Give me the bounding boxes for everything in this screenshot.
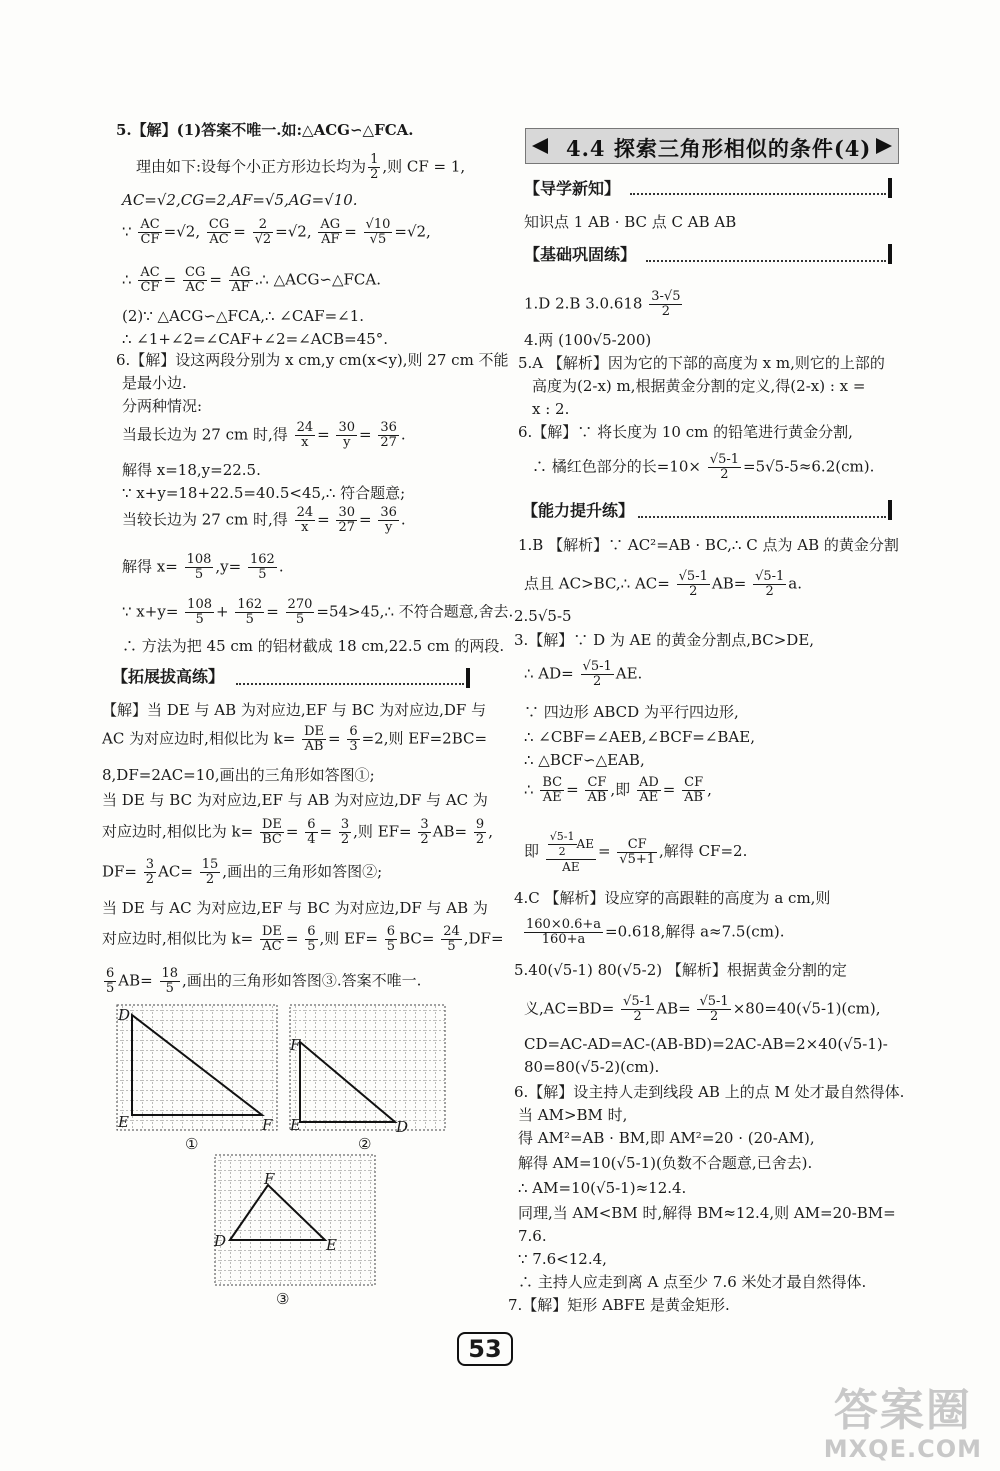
q6-heading: 6.【解】设这两段分别为 x cm,y cm(x<y),则 27 cm 不能 xyxy=(116,351,509,369)
q6-case1: 当最长边为 27 cm 时,得 $\frac{24}{x}$ = $\frac{30}{y}$ = $\frac{36}{27}$ . xyxy=(122,420,406,450)
q5-part2: (2)∵ △ACG∽△FCA,∴ ∠CAF=∠1. xyxy=(122,307,365,325)
ability-6-answer: ∴ 主持人应走到离 A 点至少 7.6 米处才最自然得体. xyxy=(518,1273,867,1291)
ext-line2: AC 为对应边时,相似比为 k= $\frac{DE}{AB}$ = $\frac{6}{3}$ =2,则 EF=2BC= xyxy=(102,724,488,754)
ability-3-similar: ∴ △BCF∽△EAB, xyxy=(524,751,645,769)
fig1-label-e: E xyxy=(118,1113,129,1131)
banner-left-arrow-icon xyxy=(532,138,548,154)
section-extend: 【拓展拔高练】 xyxy=(112,667,225,686)
ability-5: 5.40(√5-1) 80(√5-2) 【解析】根据黄金分割的定 xyxy=(514,961,847,979)
q6-line2: 是最小边. xyxy=(122,374,187,392)
fig3-label-e: E xyxy=(326,1236,337,1254)
guide-knowledge-1: 知识点 1 AB · BC 点 C AB AB xyxy=(524,213,737,231)
q6-cases: 分两种情况: xyxy=(122,397,203,415)
basic-answer-6-line2: ∴ 橘红色部分的长=10× $\frac{√5-1}{2}$ =5√5-5≈6.2(cm). xyxy=(532,452,875,482)
watermark xyxy=(824,1387,982,1463)
ability-6-result1: ∴ AM=10(√5-1)≈12.4. xyxy=(518,1179,687,1197)
answer-figure-1 xyxy=(112,1000,282,1140)
section-guide-rule xyxy=(630,193,886,195)
ext-line8: 对应边时,相似比为 k= $\frac{DE}{AC}$ = $\frac{6}{5}$ ,则 EF= $\frac{6}{5}$ BC= $\frac{24}{5}$ ,DF= xyxy=(102,924,504,954)
section-guide-bar xyxy=(888,178,892,198)
ability-5-line2: 义,AC=BD= $\frac{√5-1}{2}$ AB= $\frac{√5-1}{2}$ ×80=40(√5-1)(cm), xyxy=(524,994,881,1024)
ability-4-solve: $\frac{160\times 0.6+a}{160+a}$ =0.618,解得 a≈7.5(cm). xyxy=(526,917,785,947)
banner-right-arrow-icon xyxy=(876,138,892,154)
section-extend-rule xyxy=(236,683,464,685)
q5-ratios: ∵ $\frac{AC}{CF}$ =√2, $\frac{CG}{AC}$ = $\frac{2}{√2}$ =√2, $\frac{AG}{AF}$ = $\frac{√10}{√5}$ =√2, xyxy=(122,217,431,247)
ext-line4: 当 DE 与 BC 为对应边,EF 与 AB 为对应边,DF 与 AC 为 xyxy=(102,791,488,809)
ability-2: 2.5√5-5 xyxy=(514,607,572,625)
ability-7: 7.【解】矩形 ABFE 是黄金矩形. xyxy=(508,1296,730,1314)
section-ability: 【能力提升练】 xyxy=(522,501,635,520)
ability-3-solve: 即 $\frac{√5-1}{2}$ AE AE = $\frac{CF}{√5+1}$ ,解得 CF=2. xyxy=(524,830,748,874)
ability-5-line4: 80=80(√5-2)(cm). xyxy=(524,1058,660,1076)
fig3-caption: ③ xyxy=(276,1290,290,1308)
ability-6-eq: 得 AM²=AB · BM,即 AM²=20 · (20-AM), xyxy=(518,1129,815,1147)
fig2-caption: ② xyxy=(358,1135,372,1153)
ability-1: 1.B 【解析】∵ AC²=AB · BC,∴ C 点为 AB 的黄金分割 xyxy=(518,536,899,554)
answer-figure-2 xyxy=(285,1000,450,1140)
section-title: 4.4 探索三角形相似的条件(4) xyxy=(566,136,872,161)
ext-line9: $\frac{6}{5}$ AB= $\frac{18}{5}$ ,画出的三角形如答图③.答案不唯一. xyxy=(106,966,422,996)
fig2-label-f: F xyxy=(290,1036,301,1054)
ext-line1: 【解】当 DE 与 AB 为对应边,EF 与 BC 为对应边,DF 与 xyxy=(102,701,487,719)
basic-answer-5-line2: 高度为(2-x) m,根据黄金分割的定义,得(2-x) : x = xyxy=(532,377,866,395)
section-basic-bar xyxy=(888,244,892,264)
ability-3-ad: ∴ AD= $\frac{√5-1}{2}$ AE. xyxy=(524,659,643,689)
fig1-caption: ① xyxy=(185,1135,199,1153)
q6-solve2: 解得 x= $\frac{108}{5}$ ,y= $\frac{162}{5}$ . xyxy=(122,552,284,582)
q5-lengths: AC=√2,CG=2,AF=√5,AG=√10. xyxy=(122,191,358,209)
page-number: 53 xyxy=(457,1332,513,1366)
section-basic-rule xyxy=(646,260,886,262)
basic-answer-5: 5.A 【解析】因为它的下部的高度为 x m,则它的上部的 xyxy=(518,354,885,372)
q5-heading: 5.【解】(1)答案不唯一.如:△ACG∽△FCA. xyxy=(116,121,414,139)
section-extend-bar xyxy=(466,668,470,688)
ability-6-result2: 7.6. xyxy=(518,1227,547,1245)
q6-answer: ∴ 方法为把 45 cm 的铝材截成 18 cm,22.5 cm 的两段. xyxy=(122,637,505,655)
ability-5-line3: CD=AC-AD=AC-(AB-BD)=2AC-AB=2×40(√5-1)- xyxy=(524,1035,888,1053)
q6-check2: ∵ x+y= $\frac{108}{5}$ + $\frac{162}{5}$ = $\frac{270}{5}$ =54>45,∴ 不符合题意,舍去. xyxy=(122,597,514,627)
ext-line5: 对应边时,相似比为 k= $\frac{DE}{BC}$ = $\frac{6}{4}$ = $\frac{3}{2}$ ,则 EF= $\frac{3}{2}$ AB= $\frac{9}{2}$ , xyxy=(102,817,493,847)
section-ability-rule xyxy=(638,516,886,518)
q5-part2-angle: ∴ ∠1+∠2=∠CAF+∠2=∠ACB=45°. xyxy=(122,330,389,348)
basic-answer-5-line3: x : 2. xyxy=(532,400,570,418)
section-basic: 【基础巩固练】 xyxy=(524,245,637,264)
ability-3-ratio: ∴ $\frac{BC}{AE}$ = $\frac{CF}{AB}$ ,即 $\frac{AD}{AE}$ = $\frac{CF}{AB}$ , xyxy=(524,775,712,805)
fig3-label-d: D xyxy=(214,1232,227,1250)
ability-3-parallelogram: ∵ 四边形 ABCD 为平行四边形, xyxy=(524,703,739,721)
q5-conclusion: ∴ $\frac{AC}{CF}$ = $\frac{CG}{AC}$ = $\frac{AG}{AF}$ .∴ △ACG∽△FCA. xyxy=(122,265,382,295)
watermark-url: MXQE.COM xyxy=(823,1435,982,1463)
ability-3: 3.【解】∵ D 为 AE 的黄金分割点,BC>DE, xyxy=(514,631,815,649)
q6-check1: ∵ x+y=18+22.5=40.5<45,∴ 符合题意; xyxy=(122,484,406,502)
ability-6-case1: 当 AM>BM 时, xyxy=(518,1106,628,1124)
ext-line7: 当 DE 与 AC 为对应边,EF 与 BC 为对应边,DF 与 AB 为 xyxy=(102,899,488,917)
section-ability-bar xyxy=(888,500,892,520)
ability-1-line2: 点且 AC>BC,∴ AC= $\frac{√5-1}{2}$ AB= $\frac{√5-1}{2}$ a. xyxy=(524,569,803,599)
ability-4: 4.C 【解析】设应穿的高跟鞋的高度为 a cm,则 xyxy=(514,889,831,907)
section-guide: 【导学新知】 xyxy=(524,179,621,198)
ability-6-compare: ∵ 7.6<12.4, xyxy=(518,1250,607,1268)
fig2-label-d: D xyxy=(396,1118,409,1136)
ability-6-case2: 同理,当 AM<BM 时,解得 BM≈12.4,则 AM=20-BM= xyxy=(518,1204,896,1222)
ability-6: 6.【解】设主持人走到线段 AB 上的点 M 处才最自然得体. xyxy=(514,1083,905,1101)
fig3-label-f: F xyxy=(264,1170,275,1188)
ext-line6: DF= $\frac{3}{2}$ AC= $\frac{15}{2}$ ,画出的三角形如答图②; xyxy=(102,857,383,887)
ext-line3: 8,DF=2AC=10,画出的三角形如答图①; xyxy=(102,766,375,784)
basic-answers-1-3: 1.D 2.B 3.0.618 $\frac{3-√5}{2}$ xyxy=(524,289,681,319)
fig1-label-f: F xyxy=(262,1116,273,1134)
fig2-label-e: E xyxy=(290,1116,301,1134)
basic-answer-4: 4.两 (100√5-200) xyxy=(524,331,652,349)
q6-case2: 当较长边为 27 cm 时,得 $\frac{24}{x}$ = $\frac{30}{27}$ = $\frac{36}{y}$ . xyxy=(122,505,406,535)
section-banner xyxy=(525,128,899,164)
ability-6-solve: 解得 AM=10(√5-1)(负数不合题意,已舍去). xyxy=(518,1154,813,1172)
ability-3-angles: ∴ ∠CBF=∠AEB,∠BCF=∠BAE, xyxy=(524,728,755,746)
q6-solve1: 解得 x=18,y=22.5. xyxy=(122,461,261,479)
answer-figure-3 xyxy=(210,1150,380,1290)
q5-reason: 理由如下:设每个小正方形边长均为 $\frac{1}{2}$ ,则 CF = 1, xyxy=(136,152,466,182)
fig1-label-d: D xyxy=(118,1006,131,1024)
basic-answer-6: 6.【解】∵ 将长度为 10 cm 的铅笔进行黄金分割, xyxy=(518,423,853,441)
watermark-logo-text: 答案圈 xyxy=(833,1385,972,1436)
